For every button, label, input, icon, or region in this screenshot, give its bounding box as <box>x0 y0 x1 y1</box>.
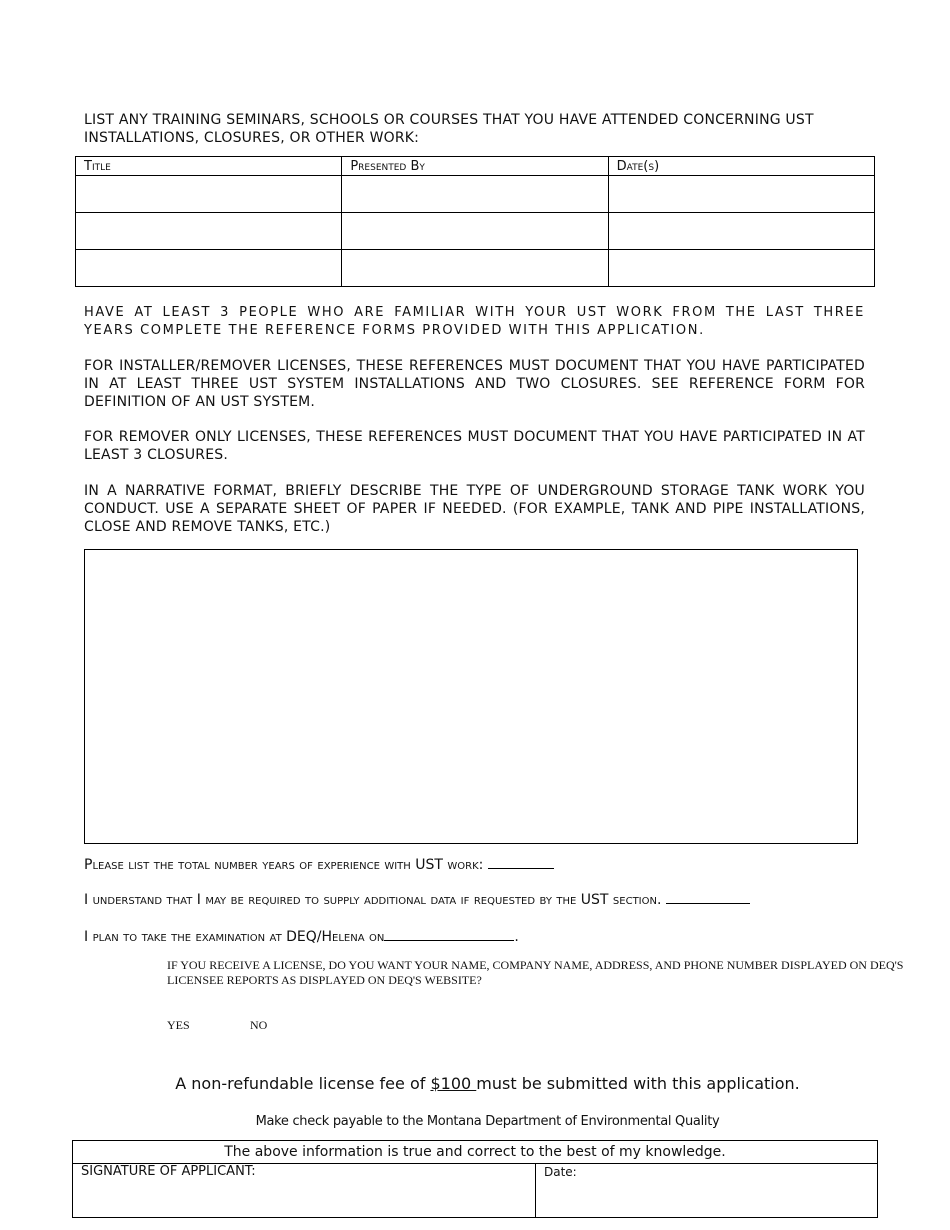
training-table <box>75 156 875 287</box>
display-consent-question: IF YOU RECEIVE A LICENSE, DO YOU WANT YOUR NAME, COMPANY NAME, ADDRESS, AND PHONE NUMBER DISPLAYED ON DEQ'S LICENSEE REPORTS AS DISPLAYED ON DEQ'S WEBSITE? <box>167 958 904 987</box>
presented-by-cell[interactable] <box>342 250 608 287</box>
fee-amount: $100 <box>430 1074 477 1093</box>
years-experience-line <box>84 854 784 873</box>
title-cell[interactable] <box>76 213 342 250</box>
fee-statement <box>0 1074 950 1093</box>
presented-by-cell[interactable] <box>342 176 608 213</box>
exam-line <box>84 926 784 945</box>
column-header-title: Title <box>76 157 342 176</box>
dates-cell[interactable] <box>608 213 874 250</box>
exam-date-field[interactable] <box>384 926 514 941</box>
exam-period: . <box>514 929 519 945</box>
understand-line <box>84 889 884 908</box>
dates-cell[interactable] <box>608 176 874 213</box>
installer-remover-requirement: FOR INSTALLER/REMOVER LICENSES, THESE REFERENCES MUST DOCUMENT THAT YOU HAVE PARTICIPATED IN AT LEAST THREE UST SYSTEM INSTALLATIONS AND TWO CLOSURES. SEE REFERENCE FORM FOR DEFINITION OF AN UST SYSTEM. <box>84 358 865 410</box>
signature-label: SIGNATURE OF APPLICANT: <box>81 1164 256 1179</box>
presented-by-cell[interactable] <box>342 213 608 250</box>
narrative-textbox[interactable] <box>84 549 858 844</box>
understand-initials-field[interactable] <box>666 889 750 904</box>
understand-label: I understand that I may be required to supply additional data if requested by the UST section. <box>84 892 662 908</box>
column-header-dates: Date(s) <box>608 157 874 176</box>
signature-field[interactable] <box>73 1164 536 1217</box>
exam-label: I plan to take the examination at DEQ/Helena on <box>84 929 385 945</box>
fee-post: must be submitted with this application. <box>476 1074 800 1093</box>
years-experience-label: Please list the total number years of experience with UST work: <box>84 857 484 873</box>
no-option[interactable]: NO <box>250 1018 268 1032</box>
check-payable-note: Make check payable to the Montana Department of Environmental Quality <box>255 1114 720 1129</box>
table-row <box>76 213 875 250</box>
title-cell[interactable] <box>76 250 342 287</box>
remover-only-requirement: FOR REMOVER ONLY LICENSES, THESE REFERENCES MUST DOCUMENT THAT YOU HAVE PARTICIPATED IN AT LEAST 3 CLOSURES. <box>84 429 865 463</box>
narrative-instruction: IN A NARRATIVE FORMAT, BRIEFLY DESCRIBE THE TYPE OF UNDERGROUND STORAGE TANK WORK YOU CONDUCT. USE A SEPARATE SHEET OF PAPER IF NEEDED. (FOR EXAMPLE, TANK AND PIPE INSTALLATIONS, CLOSE AND REMOVE TANKS, ETC.) <box>84 483 865 535</box>
training-heading: LIST ANY TRAINING SEMINARS, SCHOOLS OR COURSES THAT YOU HAVE ATTENDED CONCERNING UST INSTALLATIONS, CLOSURES, OR OTHER WORK: <box>84 112 814 146</box>
date-label: Date: <box>544 1165 577 1179</box>
column-header-presented-by: Presented By <box>342 157 608 176</box>
certification-statement: The above information is true and correct to the best of my knowledge. <box>73 1141 877 1164</box>
date-field[interactable] <box>536 1164 877 1217</box>
certification-box <box>72 1140 878 1218</box>
yes-option[interactable]: YES <box>167 1018 190 1032</box>
table-row <box>76 176 875 213</box>
references-instruction: HAVE AT LEAST 3 PEOPLE WHO ARE FAMILIAR WITH YOUR UST WORK FROM THE LAST THREE YEARS COMPLETE THE REFERENCE FORMS PROVIDED WITH THIS APPLICATION. <box>84 305 865 338</box>
table-row <box>76 250 875 287</box>
years-experience-field[interactable] <box>488 854 554 869</box>
title-cell[interactable] <box>76 176 342 213</box>
fee-pre: A non-refundable license fee of <box>175 1074 431 1093</box>
dates-cell[interactable] <box>608 250 874 287</box>
